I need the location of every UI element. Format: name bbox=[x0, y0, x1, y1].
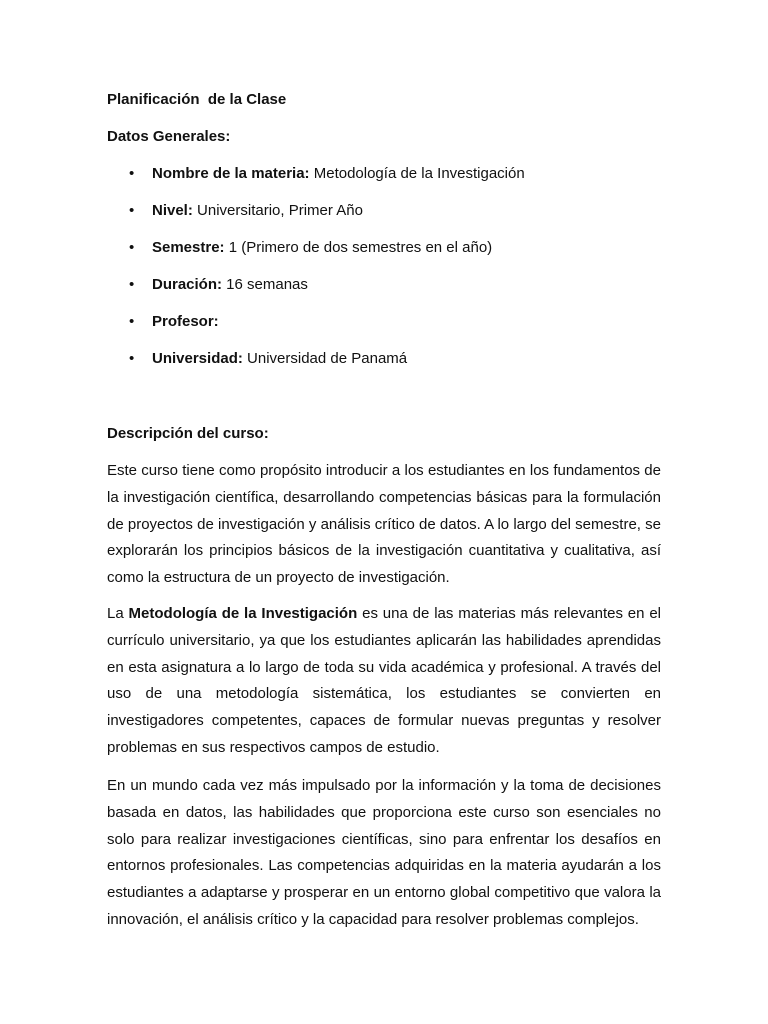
paragraph-2-lead: La bbox=[107, 605, 129, 622]
general-data-heading: Datos Generales: bbox=[107, 128, 231, 145]
duration-value: 16 semanas bbox=[222, 276, 308, 293]
description-paragraph-3: En un mundo cada vez más impulsado por la información y la toma de decisiones basada en datos, las habilidades que proporciona este curso son esenciales no solo para realizar investigaciones científicas, sino para enfrentar los desafíos en entornos profesionales. Las competencias adquiridas en la materia ayudarán a los estudiantes a adaptarse y prosperar en un entorno global competitivo que valora la innovación, el análisis crítico y la capacidad para resolver problemas complejos. bbox=[107, 777, 661, 928]
subject-label: Nombre de la materia: bbox=[152, 165, 310, 182]
semester-label: Semestre: bbox=[152, 239, 225, 256]
paragraph-2-bold-subject: Metodología de la Investigación bbox=[128, 605, 358, 622]
list-item-university bbox=[107, 350, 667, 387]
document-title: Planificación de la Clase bbox=[107, 91, 287, 108]
bullet-icon: • bbox=[129, 313, 135, 330]
duration-label: Duración: bbox=[152, 276, 223, 293]
semester-value: 1 (Primero de dos semestres en el año) bbox=[224, 239, 493, 256]
bullet-icon: • bbox=[129, 165, 135, 182]
description-paragraph-2 bbox=[107, 601, 661, 762]
level-value: Universitario, Primer Año bbox=[192, 202, 363, 219]
list-item-professor bbox=[107, 313, 667, 350]
list-item-subject bbox=[107, 165, 667, 202]
list-item-semester bbox=[107, 239, 667, 276]
description-paragraph-1: Este curso tiene como propósito introducir a los estudiantes en los fundamentos de la investigación científica, desarrollando competencias básicas para la formulación de proyectos de investigación y análisis crítico de datos. A lo largo del semestre, se explorarán los principios básicos de la investigación cuantitativa y cualitativa, así como la estructura de un proyecto de investigación. bbox=[107, 462, 661, 587]
paragraph-2-rest: es una de las materias más relevantes en el currículo universitario, ya que los estudiantes aplicarán las habilidades aprendidas en esta asignatura a lo largo de toda su vida académica y profesional. A través del uso de una metodología sistemática, los estudiantes se convierten en investigadores competentes, capaces de formular nuevas preguntas y resolver problemas en sus respectivos campos de estudio. bbox=[107, 605, 662, 756]
list-item-level bbox=[107, 202, 667, 239]
bullet-icon: • bbox=[129, 239, 135, 256]
university-label: Universidad: bbox=[152, 350, 243, 367]
course-description-heading: Descripción del curso: bbox=[107, 425, 269, 442]
general-data-list bbox=[107, 165, 667, 387]
university-value: Universidad de Panamá bbox=[242, 350, 408, 367]
level-label: Nivel: bbox=[152, 202, 193, 219]
professor-label: Profesor: bbox=[152, 313, 219, 330]
bullet-icon: • bbox=[129, 276, 135, 293]
subject-value: Metodología de la Investigación bbox=[309, 165, 525, 182]
list-item-duration bbox=[107, 276, 667, 313]
bullet-icon: • bbox=[129, 350, 135, 367]
bullet-icon: • bbox=[129, 202, 135, 219]
